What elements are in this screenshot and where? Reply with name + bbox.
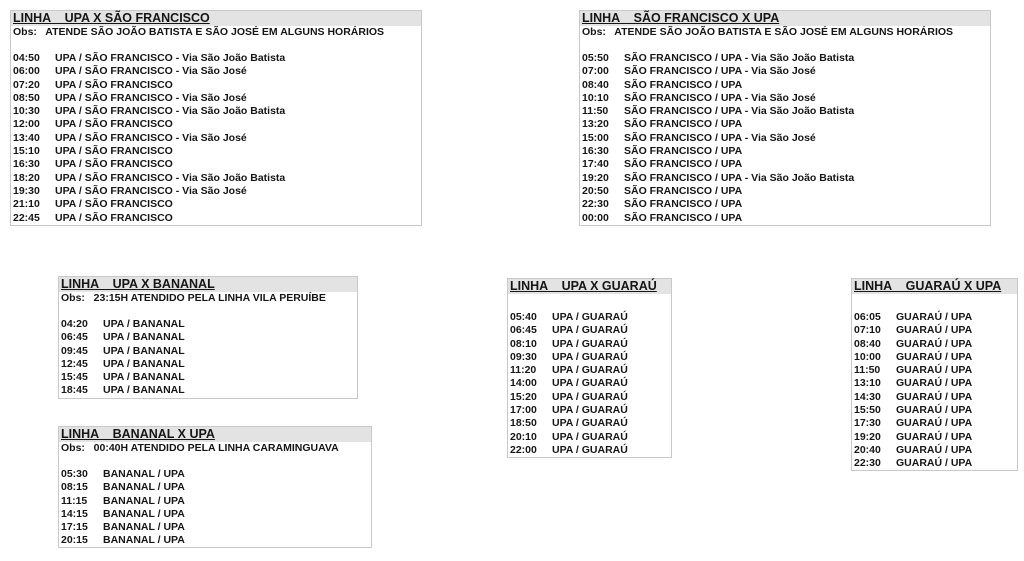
route-description: UPA / GUARAÚ bbox=[552, 364, 628, 377]
departure-time: 19:30 bbox=[13, 184, 40, 197]
schedule-row bbox=[854, 444, 1015, 457]
route-description: BANANAL / UPA bbox=[103, 534, 185, 547]
departure-time: 14:15 bbox=[61, 507, 88, 520]
route-description: GUARAÚ / UPA bbox=[896, 417, 973, 430]
schedule-row bbox=[510, 311, 669, 324]
departure-time: 18:20 bbox=[13, 171, 40, 184]
route-description: GUARAÚ / UPA bbox=[896, 430, 973, 443]
departure-time: 15:20 bbox=[510, 390, 537, 403]
schedule-row bbox=[510, 444, 669, 457]
route-description: UPA / BANANAL bbox=[103, 344, 185, 357]
departure-time: 12:00 bbox=[13, 118, 40, 131]
schedule-row bbox=[13, 198, 419, 211]
route-description: SÃO FRANCISCO / UPA bbox=[624, 211, 743, 224]
route-description: UPA / BANANAL bbox=[103, 318, 185, 330]
schedule-obs: Obs: 00:40H ATENDIDO PELA LINHA CARAMINGUAVA bbox=[61, 442, 339, 454]
departure-time: 08:40 bbox=[582, 78, 609, 91]
schedule-row bbox=[61, 345, 355, 358]
route-description: SÃO FRANCISCO / UPA bbox=[624, 158, 743, 171]
schedule-row bbox=[61, 318, 355, 331]
departure-time: 08:40 bbox=[854, 337, 881, 350]
schedule-row bbox=[582, 198, 988, 211]
departure-time: 07:20 bbox=[13, 78, 40, 91]
departure-time: 04:50 bbox=[13, 52, 40, 64]
route-description: GUARAÚ / UPA bbox=[896, 457, 973, 470]
schedule-upa-sao-francisco bbox=[10, 10, 422, 226]
route-description: BANANAL / UPA bbox=[103, 507, 185, 520]
route-description: GUARAÚ / UPA bbox=[896, 443, 973, 456]
route-description: BANANAL / UPA bbox=[103, 468, 185, 480]
schedule-row bbox=[61, 521, 369, 534]
departure-time: 18:50 bbox=[510, 417, 537, 430]
route-description: GUARAÚ / UPA bbox=[896, 390, 973, 403]
route-description: SÃO FRANCISCO / UPA - Via São João Batista bbox=[624, 105, 855, 118]
schedule-row bbox=[582, 92, 988, 105]
departure-time: 17:40 bbox=[582, 158, 609, 171]
departure-time: 08:10 bbox=[510, 337, 537, 350]
schedule-row bbox=[582, 79, 988, 92]
departure-time: 05:30 bbox=[61, 468, 88, 480]
schedule-row bbox=[582, 212, 988, 225]
departure-time: 09:30 bbox=[510, 350, 537, 363]
schedule-row bbox=[13, 132, 419, 145]
departure-time: 16:30 bbox=[13, 158, 40, 171]
route-description: UPA / SÃO FRANCISCO - Via São José bbox=[55, 131, 247, 144]
schedule-rows bbox=[11, 39, 421, 225]
schedule-obs: Obs: ATENDE SÃO JOÃO BATISTA E SÃO JOSÉ EM ALGUNS HORÁRIOS bbox=[13, 26, 385, 38]
departure-time: 04:20 bbox=[61, 318, 88, 330]
departure-time: 09:45 bbox=[61, 344, 88, 357]
route-description: BANANAL / UPA bbox=[103, 521, 185, 534]
schedule-row bbox=[582, 52, 988, 65]
route-description: UPA / GUARAÚ bbox=[552, 311, 628, 323]
schedule-row bbox=[61, 468, 369, 481]
schedule-row bbox=[13, 52, 419, 65]
schedule-row bbox=[61, 358, 355, 371]
route-description: GUARAÚ / UPA bbox=[896, 311, 973, 323]
departure-time: 10:10 bbox=[582, 91, 609, 104]
route-description: UPA / GUARAÚ bbox=[552, 417, 628, 430]
schedule-row bbox=[582, 172, 988, 185]
route-description: UPA / GUARAÚ bbox=[552, 350, 628, 363]
schedule-obs: Obs: 23:15H ATENDIDO PELA LINHA VILA PERUÍBE bbox=[61, 292, 326, 304]
schedule-title: LINHA UPA X GUARAÚ bbox=[508, 279, 671, 294]
schedule-rows bbox=[852, 294, 1017, 471]
schedule-row bbox=[13, 145, 419, 158]
route-description: BANANAL / UPA bbox=[103, 481, 185, 494]
schedule-row bbox=[854, 377, 1015, 390]
route-description: UPA / BANANAL bbox=[103, 384, 185, 397]
schedule-row bbox=[13, 65, 419, 78]
route-description: UPA / GUARAÚ bbox=[552, 404, 628, 417]
departure-time: 13:40 bbox=[13, 131, 40, 144]
departure-time: 20:40 bbox=[854, 443, 881, 456]
departure-time: 14:30 bbox=[854, 390, 881, 403]
departure-time: 10:00 bbox=[854, 350, 881, 363]
departure-time: 06:05 bbox=[854, 311, 881, 323]
route-description: GUARAÚ / UPA bbox=[896, 337, 973, 350]
departure-time: 06:45 bbox=[510, 324, 537, 337]
departure-time: 11:15 bbox=[61, 494, 88, 507]
departure-time: 05:40 bbox=[510, 311, 537, 323]
route-description: UPA / SÃO FRANCISCO - Via São José bbox=[55, 184, 247, 197]
departure-time: 07:10 bbox=[854, 324, 881, 337]
departure-time: 16:30 bbox=[582, 145, 609, 158]
departure-time: 20:15 bbox=[61, 534, 88, 547]
route-description: BANANAL / UPA bbox=[103, 494, 185, 507]
schedule-row bbox=[510, 364, 669, 377]
route-description: SÃO FRANCISCO / UPA - Via São João Batista bbox=[624, 52, 855, 64]
route-description: UPA / GUARAÚ bbox=[552, 390, 628, 403]
departure-time: 15:00 bbox=[582, 131, 609, 144]
departure-time: 11:50 bbox=[854, 364, 881, 377]
schedule-title: LINHA UPA X SÃO FRANCISCO bbox=[11, 11, 421, 26]
route-description: SÃO FRANCISCO / UPA - Via São João Batista bbox=[624, 171, 855, 184]
route-description: UPA / GUARAÚ bbox=[552, 430, 628, 443]
departure-time: 15:50 bbox=[854, 404, 881, 417]
schedule-row bbox=[13, 118, 419, 131]
route-description: UPA / SÃO FRANCISCO - Via São João Batista bbox=[55, 52, 286, 64]
schedule-row bbox=[13, 105, 419, 118]
schedule-rows bbox=[580, 39, 990, 225]
schedule-obs: Obs: ATENDE SÃO JOÃO BATISTA E SÃO JOSÉ EM ALGUNS HORÁRIOS bbox=[582, 26, 954, 38]
schedule-title: LINHA UPA X BANANAL bbox=[59, 277, 357, 292]
departure-time: 06:00 bbox=[13, 65, 40, 78]
schedule-row bbox=[854, 391, 1015, 404]
schedule-row bbox=[854, 311, 1015, 324]
route-description: UPA / BANANAL bbox=[103, 371, 185, 384]
schedule-row bbox=[582, 105, 988, 118]
schedule-row bbox=[13, 212, 419, 225]
schedule-row bbox=[854, 457, 1015, 470]
departure-time: 15:45 bbox=[61, 371, 88, 384]
departure-time: 11:20 bbox=[510, 364, 537, 377]
route-description: UPA / SÃO FRANCISCO - Via São João Batista bbox=[55, 105, 286, 118]
route-description: SÃO FRANCISCO / UPA bbox=[624, 198, 743, 211]
route-description: GUARAÚ / UPA bbox=[896, 404, 973, 417]
departure-time: 20:10 bbox=[510, 430, 537, 443]
departure-time: 07:00 bbox=[582, 65, 609, 78]
departure-time: 11:50 bbox=[582, 105, 609, 118]
schedule-row bbox=[854, 351, 1015, 364]
route-description: UPA / SÃO FRANCISCO bbox=[55, 78, 173, 91]
schedule-row bbox=[582, 118, 988, 131]
schedule-rows bbox=[59, 305, 357, 398]
schedule-title: LINHA SÃO FRANCISCO X UPA bbox=[580, 11, 990, 26]
schedule-row bbox=[510, 377, 669, 390]
departure-time: 22:30 bbox=[582, 198, 609, 211]
schedule-row bbox=[510, 417, 669, 430]
schedule-row bbox=[61, 384, 355, 397]
departure-time: 13:10 bbox=[854, 377, 881, 390]
schedule-rows bbox=[508, 294, 671, 457]
departure-time: 12:45 bbox=[61, 357, 88, 370]
schedule-row bbox=[61, 534, 369, 547]
route-description: UPA / SÃO FRANCISCO bbox=[55, 118, 173, 131]
departure-time: 08:50 bbox=[13, 91, 40, 104]
schedule-title: LINHA GUARAÚ X UPA bbox=[852, 279, 1017, 294]
schedule-row bbox=[510, 338, 669, 351]
schedule-row bbox=[582, 158, 988, 171]
schedule-rows bbox=[59, 455, 371, 548]
schedule-title: LINHA BANANAL X UPA bbox=[59, 427, 371, 442]
route-description: UPA / BANANAL bbox=[103, 331, 185, 344]
departure-time: 10:30 bbox=[13, 105, 40, 118]
schedule-row bbox=[13, 158, 419, 171]
schedule-row bbox=[61, 331, 355, 344]
departure-time: 06:45 bbox=[61, 331, 88, 344]
departure-time: 17:15 bbox=[61, 521, 88, 534]
schedule-row bbox=[61, 371, 355, 384]
departure-time: 22:00 bbox=[510, 443, 537, 456]
route-description: UPA / SÃO FRANCISCO bbox=[55, 198, 173, 211]
departure-time: 15:10 bbox=[13, 145, 40, 158]
route-description: UPA / BANANAL bbox=[103, 357, 185, 370]
departure-time: 08:15 bbox=[61, 481, 88, 494]
schedule-row bbox=[582, 185, 988, 198]
schedule-row bbox=[510, 351, 669, 364]
departure-time: 14:00 bbox=[510, 377, 537, 390]
schedule-row bbox=[13, 92, 419, 105]
schedule-row bbox=[13, 185, 419, 198]
schedule-row bbox=[61, 508, 369, 521]
schedule-row bbox=[854, 417, 1015, 430]
schedule-row bbox=[510, 431, 669, 444]
schedule-row bbox=[582, 132, 988, 145]
route-description: UPA / GUARAÚ bbox=[552, 337, 628, 350]
route-description: UPA / SÃO FRANCISCO bbox=[55, 145, 173, 158]
departure-time: 00:00 bbox=[582, 211, 609, 224]
departure-time: 17:30 bbox=[854, 417, 881, 430]
schedule-row bbox=[61, 495, 369, 508]
schedule-row bbox=[582, 65, 988, 78]
route-description: SÃO FRANCISCO / UPA - Via São José bbox=[624, 91, 816, 104]
schedule-row bbox=[854, 338, 1015, 351]
schedule-row bbox=[582, 145, 988, 158]
departure-time: 05:50 bbox=[582, 52, 609, 64]
route-description: SÃO FRANCISCO / UPA - Via São José bbox=[624, 65, 816, 78]
schedule-upa-bananal bbox=[58, 276, 358, 399]
departure-time: 19:20 bbox=[854, 430, 881, 443]
departure-time: 20:50 bbox=[582, 184, 609, 197]
route-description: UPA / SÃO FRANCISCO bbox=[55, 211, 173, 224]
route-description: UPA / SÃO FRANCISCO - Via São José bbox=[55, 65, 247, 78]
schedule-sao-francisco-upa bbox=[579, 10, 991, 226]
route-description: SÃO FRANCISCO / UPA bbox=[624, 145, 743, 158]
schedule-row bbox=[510, 404, 669, 417]
departure-time: 17:00 bbox=[510, 404, 537, 417]
schedule-row bbox=[854, 404, 1015, 417]
schedule-row bbox=[61, 481, 369, 494]
route-description: GUARAÚ / UPA bbox=[896, 350, 973, 363]
departure-time: 18:45 bbox=[61, 384, 88, 397]
departure-time: 19:20 bbox=[582, 171, 609, 184]
route-description: UPA / SÃO FRANCISCO - Via São José bbox=[55, 91, 247, 104]
schedule-row bbox=[854, 324, 1015, 337]
route-description: UPA / GUARAÚ bbox=[552, 377, 628, 390]
departure-time: 22:30 bbox=[854, 457, 881, 470]
schedule-row bbox=[13, 79, 419, 92]
route-description: SÃO FRANCISCO / UPA bbox=[624, 78, 743, 91]
schedule-row bbox=[13, 172, 419, 185]
route-description: GUARAÚ / UPA bbox=[896, 377, 973, 390]
schedule-row bbox=[854, 364, 1015, 377]
route-description: UPA / GUARAÚ bbox=[552, 324, 628, 337]
route-description: UPA / SÃO FRANCISCO bbox=[55, 158, 173, 171]
route-description: GUARAÚ / UPA bbox=[896, 364, 973, 377]
schedule-row bbox=[510, 391, 669, 404]
schedule-row bbox=[510, 324, 669, 337]
route-description: UPA / GUARAÚ bbox=[552, 443, 628, 456]
schedule-guarau-upa bbox=[851, 278, 1018, 471]
schedule-upa-guarau bbox=[507, 278, 672, 458]
route-description: SÃO FRANCISCO / UPA bbox=[624, 118, 743, 131]
route-description: SÃO FRANCISCO / UPA - Via São José bbox=[624, 131, 816, 144]
route-description: GUARAÚ / UPA bbox=[896, 324, 973, 337]
departure-time: 13:20 bbox=[582, 118, 609, 131]
departure-time: 21:10 bbox=[13, 198, 40, 211]
route-description: UPA / SÃO FRANCISCO - Via São João Batista bbox=[55, 171, 286, 184]
departure-time: 22:45 bbox=[13, 211, 40, 224]
schedule-row bbox=[854, 431, 1015, 444]
route-description: SÃO FRANCISCO / UPA bbox=[624, 184, 743, 197]
schedule-bananal-upa bbox=[58, 426, 372, 548]
